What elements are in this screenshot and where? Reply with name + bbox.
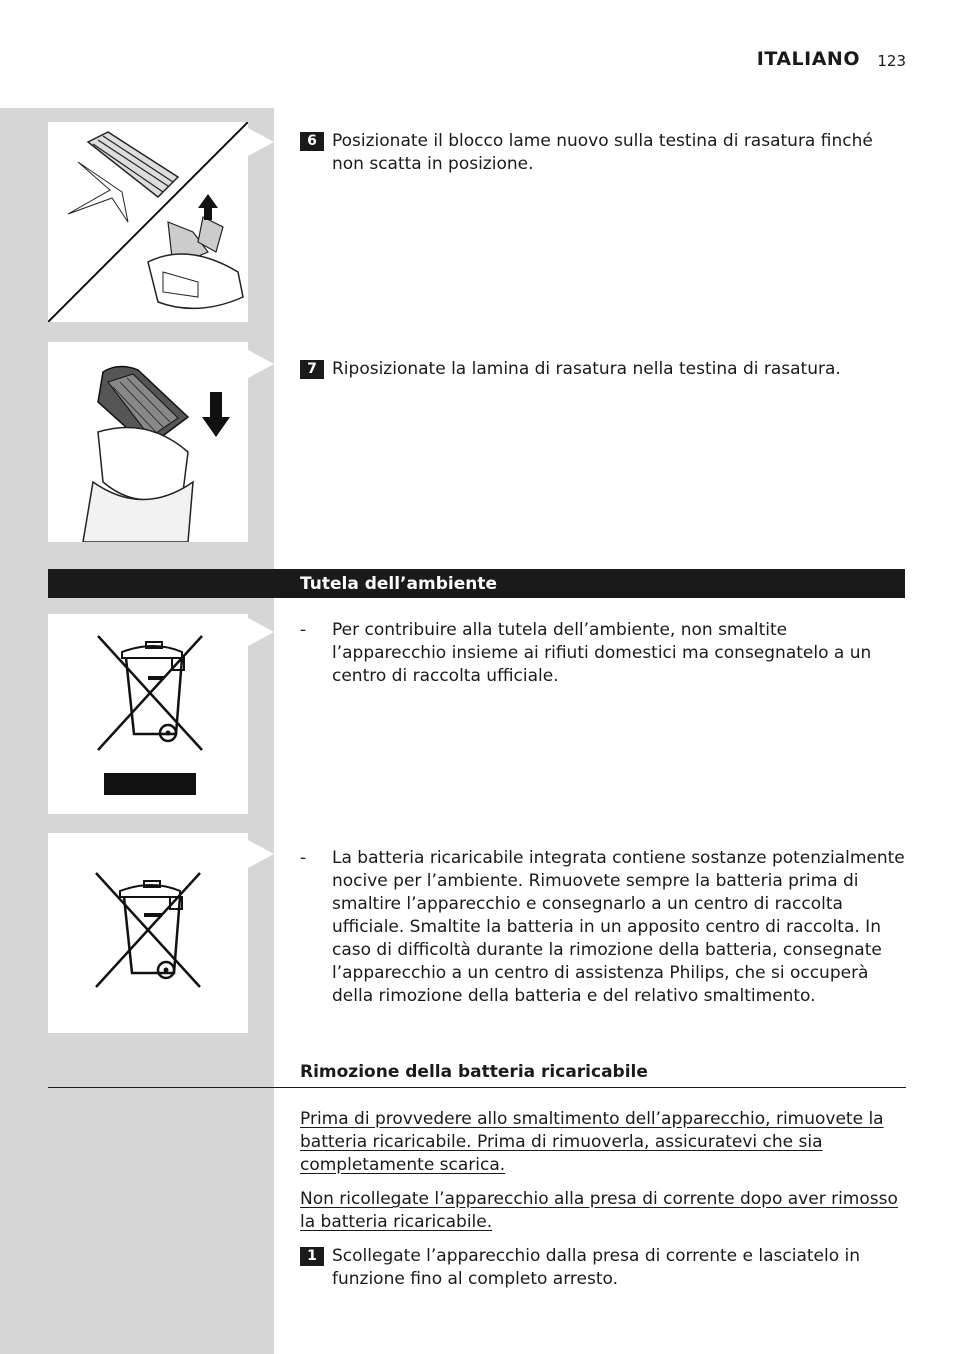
step-text: Scollegate l’apparecchio dalla presa di corrente e lasciatelo in funzione fino al completo arresto.: [332, 1246, 861, 1289]
bullet-text: Per contribuire alla tutela dell’ambiente, non smaltite l’apparecchio insieme ai rifiuti domestici ma consegnatelo a un centro di raccolta ufficiale.: [332, 620, 872, 686]
warning-text: Non ricollegate l’apparecchio alla presa di corrente dopo aver rimosso la batteria ricaricabile.: [300, 1189, 898, 1232]
subsection-title: Rimozione della batteria ricaricabile: [300, 1062, 648, 1082]
section-title: Tutela dell’ambiente: [300, 574, 497, 594]
step-number: 1: [300, 1247, 324, 1266]
callout-pointer: [248, 128, 274, 156]
bullet-item: [300, 619, 905, 688]
step-text: Riposizionate la lamina di rasatura nella testina di rasatura.: [332, 359, 841, 379]
step-number: 7: [300, 360, 324, 379]
bullet-dash: -: [300, 848, 307, 868]
bullet-item: [300, 847, 905, 1008]
step-6: [300, 130, 905, 176]
language-header: ITALIANO: [756, 48, 860, 70]
divider: [48, 1087, 906, 1088]
weee-bin-icon: [48, 614, 248, 814]
step-1: [300, 1245, 905, 1291]
step-number: 6: [300, 132, 324, 151]
step-7: [300, 358, 905, 381]
callout-pointer: [248, 840, 274, 868]
callout-pointer: [248, 350, 274, 378]
callout-pointer: [248, 618, 274, 646]
step-text: Posizionate il blocco lame nuovo sulla testina di rasatura finché non scatta in posizione.: [332, 131, 873, 174]
bullet-text: La batteria ricaricabile integrata contiene sostanze potenzialmente nocive per l’ambiente. Rimuovete sempre la batteria prima di smaltire l’apparecchio e consegnarlo a un centro di raccolta ufficiale. Smaltite la batteria in un apposito centro di raccolta. In caso di difficoltà durante la rimozione della batteria, consegnate l’apparecchio a un centro di assistenza Philips, che si occuperà della rimozione della batteria e del relativo smaltimento.: [332, 848, 905, 1006]
bullet-dash: -: [300, 620, 307, 640]
page-number: 123: [877, 52, 906, 70]
battery-bin-icon: [48, 833, 248, 1033]
warning-text: Prima di provvedere allo smaltimento dell’apparecchio, rimuovete la batteria ricaricabile. Prima di rimuoverla, assicuratevi che sia completamente scarica.: [300, 1109, 884, 1175]
cutter-unit-illustration: [48, 122, 248, 322]
shaving-foil-illustration: [48, 342, 248, 542]
